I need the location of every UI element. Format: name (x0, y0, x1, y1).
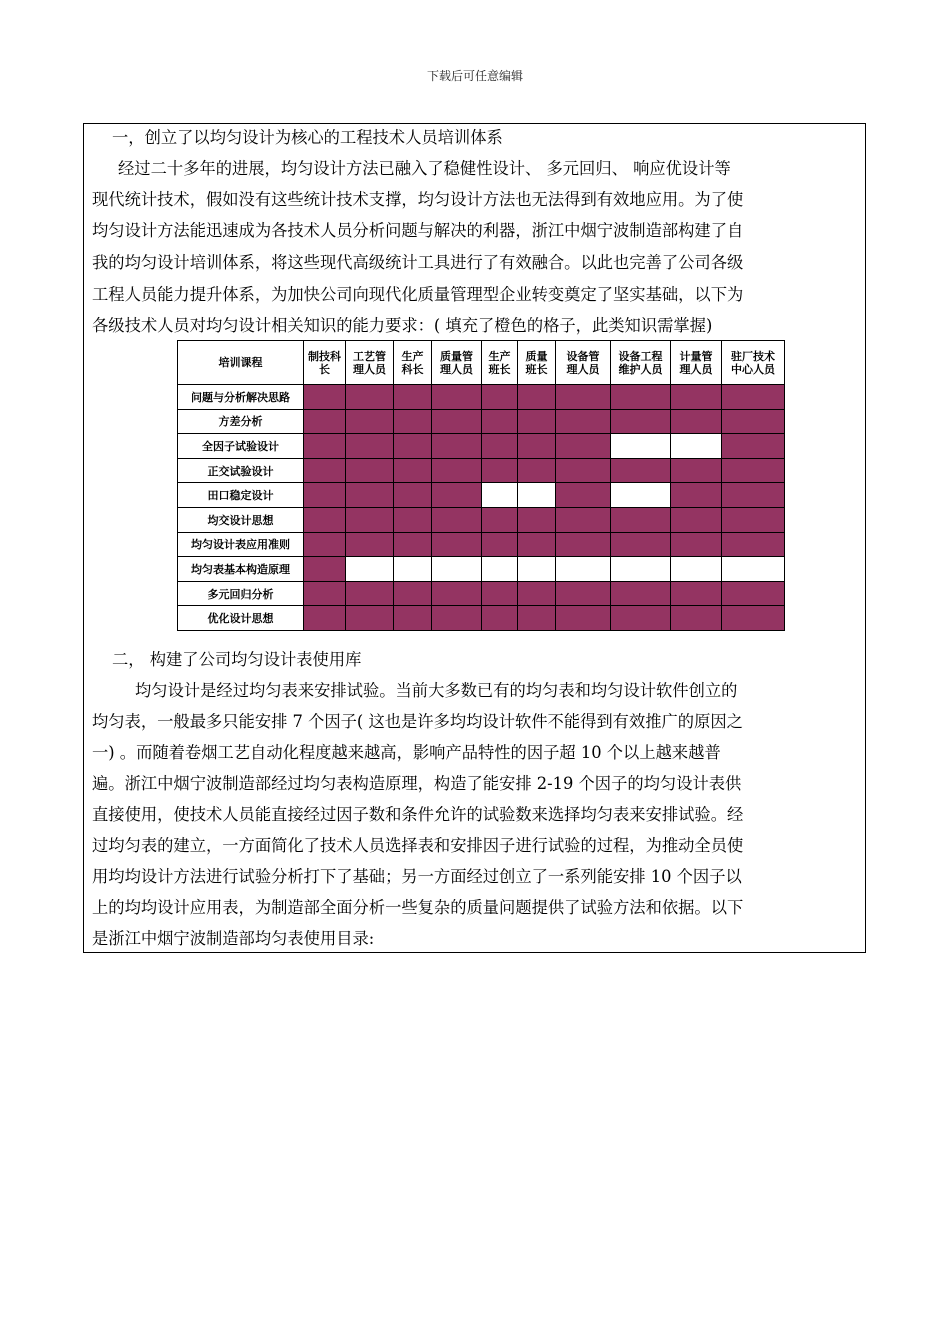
required-cell (304, 483, 346, 508)
table-row (178, 532, 785, 557)
course-name-cell: 优化设计思想 (178, 606, 304, 631)
required-cell (394, 532, 432, 557)
required-cell (556, 532, 611, 557)
not-required-cell (671, 557, 722, 582)
required-cell (611, 606, 671, 631)
required-cell (556, 581, 611, 606)
required-cell (394, 507, 432, 532)
corner-header: 培训课程 (178, 341, 304, 385)
required-cell (611, 385, 671, 410)
required-cell (304, 606, 346, 631)
required-cell (482, 507, 518, 532)
required-cell (304, 434, 346, 459)
not-required-cell (394, 557, 432, 582)
not-required-cell (611, 483, 671, 508)
required-cell (346, 606, 394, 631)
section2-line: 直接使用，使技术人员能直接经过因子数和条件允许的试验数来选择均匀表来安排试验。经 (92, 805, 744, 824)
table-row (178, 581, 785, 606)
required-cell (518, 532, 556, 557)
column-header: 设备管 理人员 (556, 341, 611, 385)
required-cell (722, 434, 785, 459)
required-cell (304, 532, 346, 557)
course-name-cell: 均匀设计表应用准则 (178, 532, 304, 557)
required-cell (722, 532, 785, 557)
column-header: 计量管 理人员 (671, 341, 722, 385)
table-row (178, 483, 785, 508)
required-cell (304, 458, 346, 483)
required-cell (671, 385, 722, 410)
required-cell (432, 532, 482, 557)
required-cell (556, 409, 611, 434)
required-cell (556, 507, 611, 532)
not-required-cell (671, 434, 722, 459)
required-cell (556, 606, 611, 631)
table-row (178, 507, 785, 532)
required-cell (482, 434, 518, 459)
required-cell (394, 581, 432, 606)
required-cell (482, 409, 518, 434)
table-row (178, 557, 785, 582)
required-cell (671, 606, 722, 631)
table-row (178, 606, 785, 631)
course-name-cell: 问题与分析解决思路 (178, 385, 304, 410)
not-required-cell (432, 557, 482, 582)
not-required-cell (482, 557, 518, 582)
not-required-cell (518, 557, 556, 582)
required-cell (304, 385, 346, 410)
required-cell (482, 606, 518, 631)
required-cell (611, 409, 671, 434)
required-cell (518, 385, 556, 410)
section2-line: 均匀设计是经过均匀表来安排试验。当前大多数已有的均匀表和均匀设计软件创立的 (135, 681, 738, 700)
course-name-cell: 多元回归分析 (178, 581, 304, 606)
required-cell (346, 409, 394, 434)
section1-line: 工程人员能力提升体系，为加快公司向现代化质量管理型企业转变奠定了坚实基础，以下为 (92, 285, 744, 304)
column-header: 制技科 长 (304, 341, 346, 385)
section1-line: 经过二十多年的进展，均匀设计方法已融入了稳健性设计、 多元回归、 响应优设计等 (118, 159, 731, 178)
required-cell (304, 409, 346, 434)
not-required-cell (611, 434, 671, 459)
section1-line: 现代统计技术，假如没有这些统计技术支撑，均匀设计方法也无法得到有效地应用。为了使 (92, 190, 744, 209)
required-cell (346, 385, 394, 410)
section1-line: 各级技术人员对均匀设计相关知识的能力要求：( 填充了橙色的格子，此类知识需掌握) (92, 316, 713, 335)
not-required-cell (722, 557, 785, 582)
column-header: 质量管 理人员 (432, 341, 482, 385)
table-row (178, 458, 785, 483)
required-cell (518, 434, 556, 459)
required-cell (394, 409, 432, 434)
not-required-cell (518, 483, 556, 508)
section2-line: 上的均均设计应用表，为制造部全面分析一些复杂的质量问题提供了试验方法和依据。以下 (92, 898, 744, 917)
column-header: 工艺管 理人员 (346, 341, 394, 385)
header-note: 下载后可任意编辑 (426, 69, 523, 83)
required-cell (611, 507, 671, 532)
required-cell (556, 458, 611, 483)
required-cell (346, 507, 394, 532)
section2-line: 遍。浙江中烟宁波制造部经过均匀表构造原理，构造了能安排 2-19 个因子的均匀设计表供 (92, 774, 742, 793)
course-name-cell: 方差分析 (178, 409, 304, 434)
column-header: 生产 班长 (482, 341, 518, 385)
column-header: 生产 科长 (394, 341, 432, 385)
table-row (178, 409, 785, 434)
not-required-cell (611, 557, 671, 582)
required-cell (304, 581, 346, 606)
column-header: 质量 班长 (518, 341, 556, 385)
required-cell (346, 532, 394, 557)
required-cell (394, 483, 432, 508)
table-header-row (178, 341, 785, 385)
section2-line: 是浙江中烟宁波制造部均匀表使用目录: (92, 929, 375, 948)
section2-line: 均匀表，一般最多只能安排 7 个因子( 这也是许多均均设计软件不能得到有效推广的原因之 (92, 712, 743, 731)
required-cell (346, 483, 394, 508)
required-cell (611, 581, 671, 606)
required-cell (432, 385, 482, 410)
required-cell (304, 557, 346, 582)
required-cell (432, 606, 482, 631)
required-cell (671, 532, 722, 557)
course-name-cell: 全因子试验设计 (178, 434, 304, 459)
required-cell (556, 434, 611, 459)
required-cell (518, 458, 556, 483)
required-cell (482, 458, 518, 483)
section1-line: 均匀设计方法能迅速成为各技术人员分析问题与解决的利器，浙江中烟宁波制造部构建了自 (92, 221, 744, 240)
required-cell (518, 606, 556, 631)
required-cell (518, 409, 556, 434)
table-row (178, 385, 785, 410)
required-cell (432, 458, 482, 483)
required-cell (432, 409, 482, 434)
required-cell (432, 581, 482, 606)
required-cell (722, 483, 785, 508)
course-name-cell: 正交试验设计 (178, 458, 304, 483)
table-row (178, 434, 785, 459)
required-cell (432, 434, 482, 459)
required-cell (611, 458, 671, 483)
required-cell (611, 532, 671, 557)
required-cell (671, 581, 722, 606)
required-cell (482, 581, 518, 606)
not-required-cell (556, 557, 611, 582)
required-cell (432, 483, 482, 508)
required-cell (671, 458, 722, 483)
required-cell (722, 385, 785, 410)
section1-heading: 一，创立了以均匀设计为核心的工程技术人员培训体系 (112, 128, 503, 147)
training-requirements-table (177, 340, 785, 631)
required-cell (346, 434, 394, 459)
required-cell (671, 409, 722, 434)
section2-line: 一) 。而随着卷烟工艺自动化程度越来越高，影响产品特性的因子超 10 个以上越来越普 (92, 743, 721, 762)
required-cell (394, 606, 432, 631)
section2-line: 用均均设计方法进行试验分析打下了基础；另一方面经过创立了一系列能安排 10 个因子以 (92, 867, 742, 886)
required-cell (722, 606, 785, 631)
required-cell (346, 458, 394, 483)
required-cell (482, 532, 518, 557)
course-name-cell: 均交设计思想 (178, 507, 304, 532)
column-header: 驻厂技术 中心人员 (722, 341, 785, 385)
section1-line: 我的均匀设计培训体系，将这些现代高级统计工具进行了有效融合。以此也完善了公司各级 (92, 253, 744, 272)
required-cell (518, 507, 556, 532)
not-required-cell (346, 557, 394, 582)
required-cell (432, 507, 482, 532)
course-name-cell: 田口稳定设计 (178, 483, 304, 508)
required-cell (722, 458, 785, 483)
required-cell (722, 409, 785, 434)
required-cell (556, 483, 611, 508)
section2-line: 过均匀表的建立，一方面简化了技术人员选择表和安排因子进行试验的过程，为推动全员使 (92, 836, 744, 855)
not-required-cell (482, 483, 518, 508)
required-cell (394, 434, 432, 459)
required-cell (722, 581, 785, 606)
required-cell (394, 385, 432, 410)
required-cell (482, 385, 518, 410)
required-cell (556, 385, 611, 410)
required-cell (346, 581, 394, 606)
required-cell (671, 507, 722, 532)
course-name-cell: 均匀表基本构造原理 (178, 557, 304, 582)
required-cell (394, 458, 432, 483)
required-cell (722, 507, 785, 532)
required-cell (518, 581, 556, 606)
column-header: 设备工程 维护人员 (611, 341, 671, 385)
required-cell (671, 483, 722, 508)
section2-heading: 二， 构建了公司均匀设计表使用库 (112, 650, 362, 669)
required-cell (304, 507, 346, 532)
